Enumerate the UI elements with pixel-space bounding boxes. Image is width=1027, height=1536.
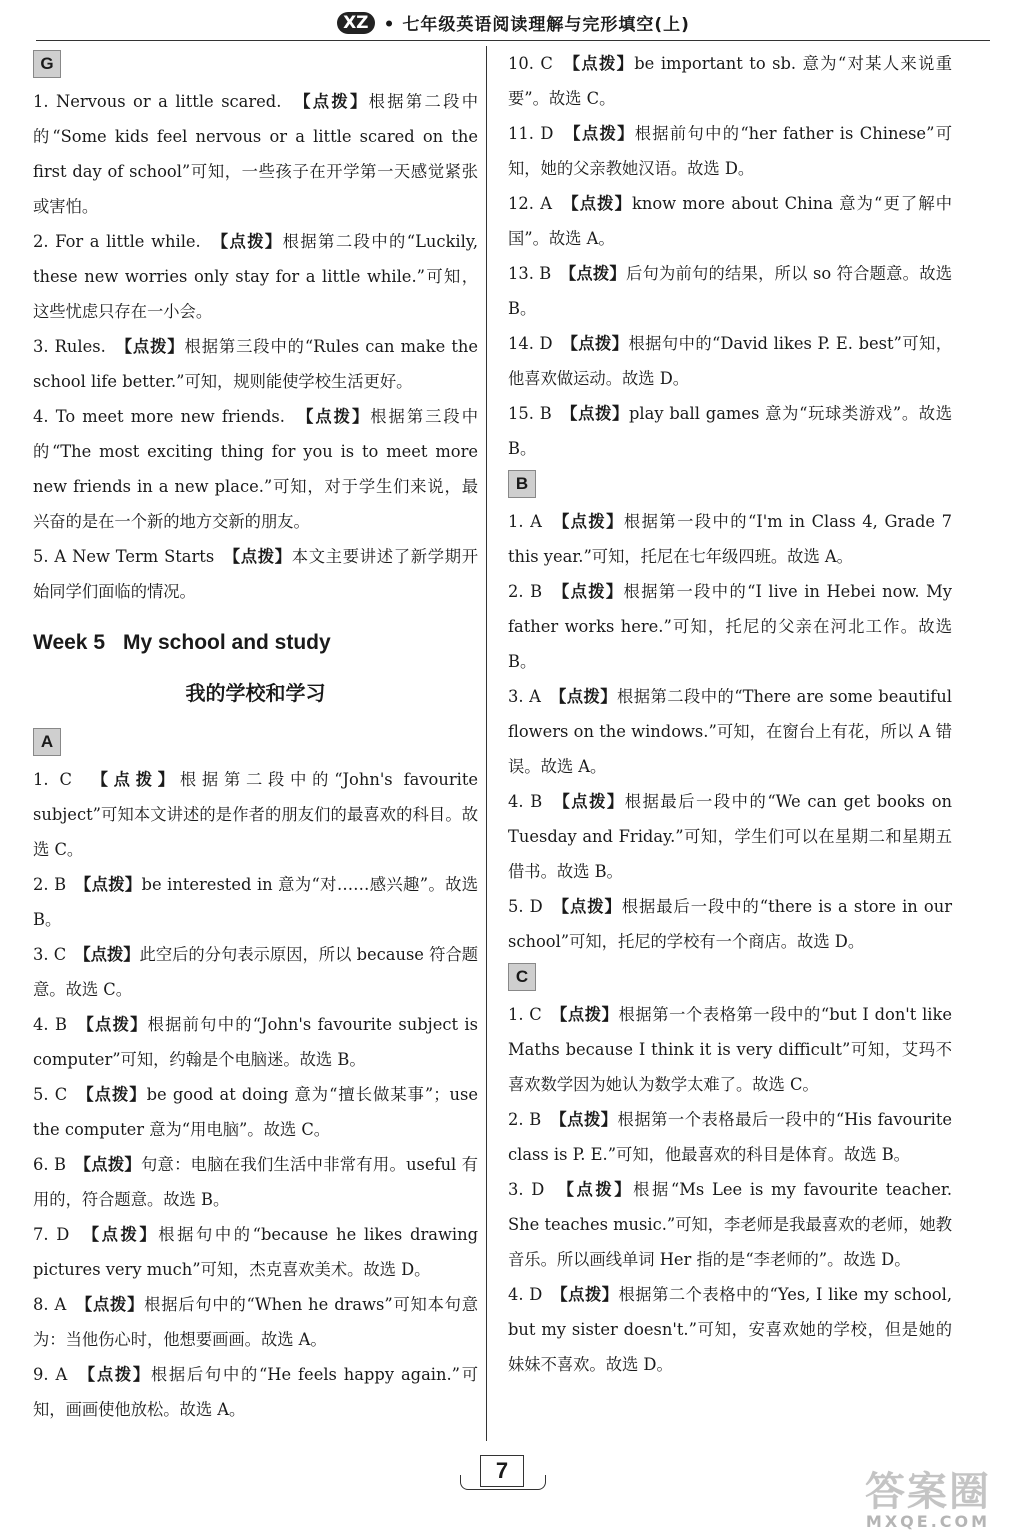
answer-item: 3. C 【点拨】此空后的分句表示原因，所以 because 符合题意。故选 C。 xyxy=(33,945,479,999)
answer-item: 12. A 【点拨】know more about China 意为“更了解中国”。故选 A。 xyxy=(508,194,953,248)
week-number: Week 5 xyxy=(33,631,105,654)
answer-item: 1. C 【点拨】根据第二段中的“John's favourite subject”可知本文讲述的是作者的朋友们的最喜欢的科目。故选 C。 xyxy=(33,770,478,859)
answer-item: 4. B 【点拨】根据最后一段中的“We can get books on Tuesday and Friday.”可知，学生们可以在星期二和星期五借书。故选 B。 xyxy=(508,792,953,881)
answer-item: 3. A 【点拨】根据第二段中的“There are some beautiful flowers on the windows.”可知，在窗台上有花，所以 A 错误。故选 A。 xyxy=(508,687,952,776)
page-number-badge xyxy=(452,1453,552,1491)
answer-item: 13. B 【点拨】后句为前句的结果，所以 so 符合题意。故选 B。 xyxy=(508,264,952,318)
answer-item: 3. D 【点拨】根据“Ms Lee is my favourite teacher. She teaches music.”可知，李老师是我最喜欢的老师，她教音乐。所以画线单词 Her 指的是“李老师的”。故选 D。 xyxy=(508,1180,953,1269)
header-rule xyxy=(36,40,990,41)
answer-item: 1. A 【点拨】根据第一段中的“I'm in Class 4, Grade 7 this year.”可知，托尼在七年级四班。故选 A。 xyxy=(508,512,952,566)
watermark-url: MXQE.COM xyxy=(865,1512,991,1531)
column-divider xyxy=(486,46,487,1441)
answer-item: 6. B 【点拨】句意：电脑在我们生活中非常有用。useful 有用的，符合题意。故选 B。 xyxy=(33,1155,479,1209)
answer-item: 4. D 【点拨】根据第二个表格中的“Yes, I like my school, but my sister doesn't.”可知，安喜欢她的学校，但是她的妹妹不喜欢。故选 D。 xyxy=(508,1285,952,1374)
answer-item: 10. C 【点拨】be important to sb. 意为“对某人来说重要”。故选 C。 xyxy=(508,54,953,108)
answer-item: 2. B 【点拨】根据第一段中的“I live in Hebei now. My father works here.”可知，托尼的父亲在河北工作。故选 B。 xyxy=(508,582,952,671)
section-label-b: B xyxy=(508,470,536,498)
answer-item: 7. D 【点拨】根据句中的“because he likes drawing pictures very much”可知，杰克喜欢美术。故选 D。 xyxy=(33,1225,478,1279)
answer-item: 3. Rules. 【点拨】根据第三段中的“Rules can make the school life better.”可知，规则能使学校生活更好。 xyxy=(33,337,479,391)
answer-item: 2. B 【点拨】根据第一个表格最后一段中的“His favourite class is P. E.”可知，他最喜欢的科目是体育。故选 B。 xyxy=(508,1110,952,1164)
book-title: • 七年级英语阅读理解与完形填空(上) xyxy=(383,15,690,35)
answer-item: 5. D 【点拨】根据最后一段中的“there is a store in our school”可知，托尼的学校有一个商店。故选 D。 xyxy=(508,897,952,951)
week-title: My school and study xyxy=(123,631,331,654)
answer-item: 4. To meet more new friends. 【点拨】根据第三段中的“The most exciting thing for you is to meet more new friends in a new place.”可知，对于学生们来说，最兴奋的是在一个新的地方交新的朋友。 xyxy=(33,407,478,531)
answer-item: 8. A 【点拨】根据后句中的“When he draws”可知本句意为：当他伤心时，他想要画画。故选 A。 xyxy=(33,1295,479,1349)
section-label-a: A xyxy=(33,728,61,756)
week-heading xyxy=(33,631,478,655)
answer-item: 5. C 【点拨】be good at doing 意为“擅长做某事”；use the computer 意为“用电脑”。故选 C。 xyxy=(33,1085,479,1139)
answer-item: 1. Nervous or a little scared. 【点拨】根据第二段中的“Some kids feel nervous or a little scared on the first day of school”可知，一些孩子在开学第一天感觉紧张或害怕。 xyxy=(33,92,478,216)
page-number: 7 xyxy=(480,1455,524,1487)
answer-item: 14. D 【点拨】根据句中的“David likes P. E. best”可知，他喜欢做运动。故选 D。 xyxy=(508,334,952,388)
answer-item: 2. B 【点拨】be interested in 意为“对……感兴趣”。故选 B。 xyxy=(33,875,478,929)
answer-item: 4. B 【点拨】根据前句中的“John's favourite subject is computer”可知，约翰是个电脑迷。故选 B。 xyxy=(33,1015,478,1069)
section-label-c: C xyxy=(508,963,536,991)
week-subtitle: 我的学校和学习 xyxy=(185,681,326,705)
answer-item: 1. C 【点拨】根据第一个表格第一段中的“but I don't like Maths because I think it is very difficult”可知，艾玛不喜欢数学因为她认为数学太难了。故选 C。 xyxy=(508,1005,952,1094)
section-label-g: G xyxy=(33,50,61,78)
answer-item: 15. B 【点拨】play ball games 意为“玩球类游戏”。故选 B。 xyxy=(508,404,952,458)
right-column xyxy=(508,46,952,1382)
answer-item: 2. For a little while. 【点拨】根据第二段中的“Luckily, these new worries only stay for a little while.”可知，这些忧虑只存在一小会。 xyxy=(33,232,479,321)
watermark-logo: 答案圈 xyxy=(865,1469,991,1515)
answer-item: 9. A 【点拨】根据后句中的“He feels happy again.”可知，画画使他放松。故选 A。 xyxy=(33,1365,478,1419)
brand-logo: XZ xyxy=(337,12,374,34)
site-watermark xyxy=(843,1470,1013,1532)
left-column xyxy=(33,46,478,1427)
page-header xyxy=(0,10,1027,40)
answer-item: 11. D 【点拨】根据前句中的“her father is Chinese”可知，她的父亲教她汉语。故选 D。 xyxy=(508,124,953,178)
answer-item: 5. A New Term Starts 【点拨】本文主要讲述了新学期开始同学们面临的情况。 xyxy=(33,547,478,601)
